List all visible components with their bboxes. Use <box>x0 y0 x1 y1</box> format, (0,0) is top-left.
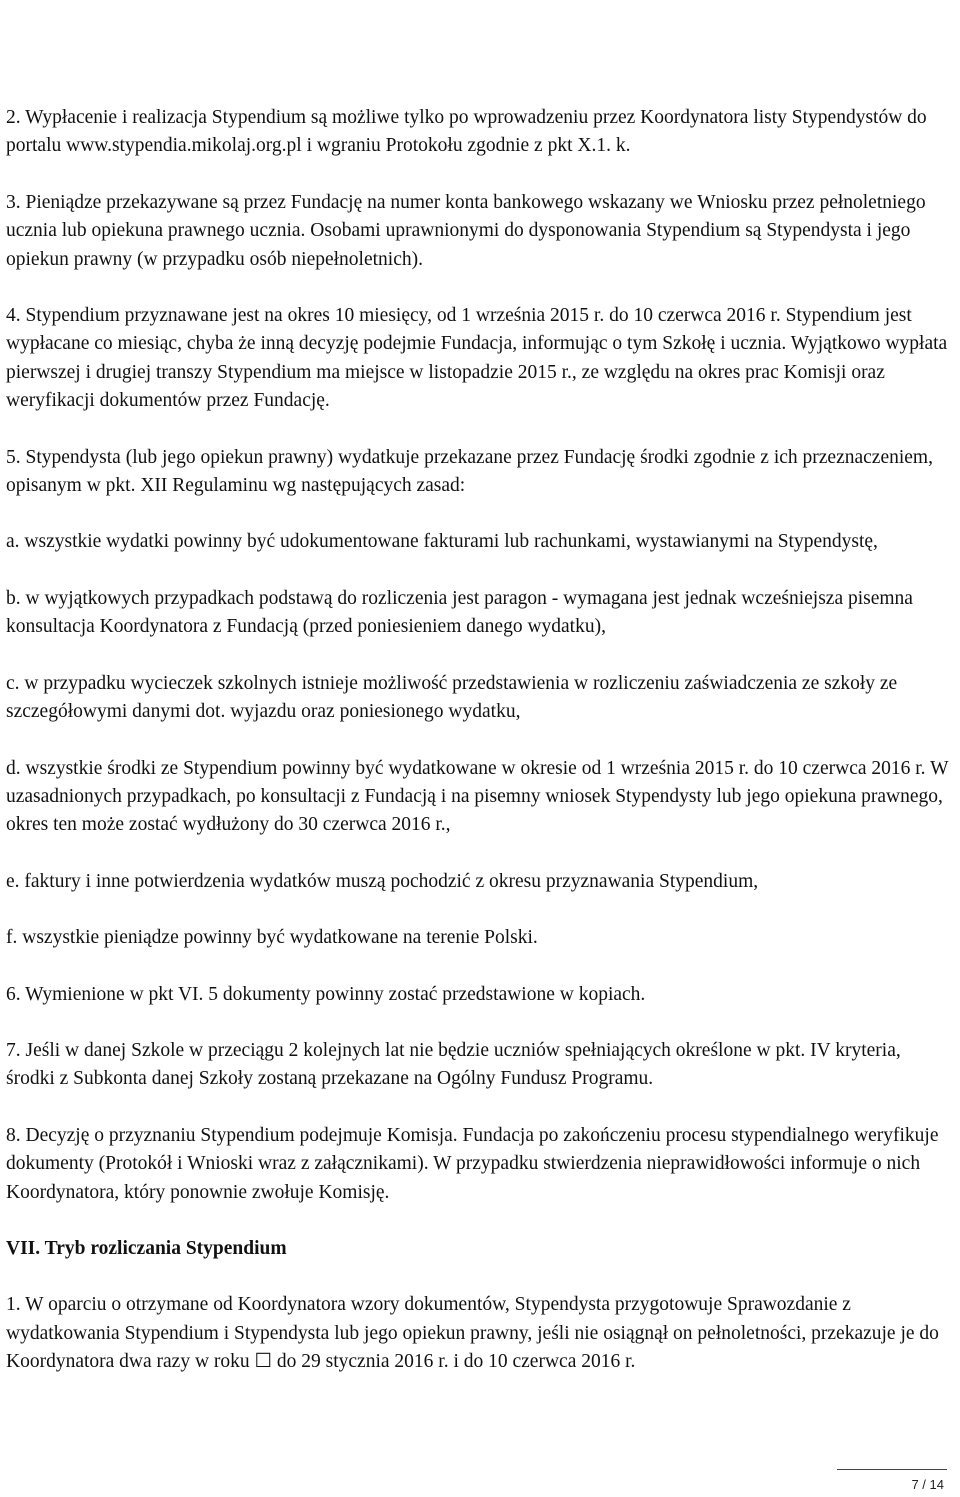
paragraph-5: 5. Stypendysta (lub jego opiekun prawny) wydatkuje przekazane przez Fundację środki zgodnie z ich przeznaczeniem, opisanym w pkt. XII Regulaminu wg następujących zasad: <box>6 446 933 497</box>
paragraph-4: 4. Stypendium przyznawane jest na okres 10 miesięcy, od 1 września 2015 r. do 10 czerwca 2016 r. Stypendium jest wypłacane co miesiąc, chyba że inną decyzję podejmie Fundacja, informując o tym Szkołę i ucznia. Wyjątkowo wypłata pierwszej i drugiej transzy Stypendium ma miejsce w listopadzie 2015 r., ze względu na okres prac Komisji oraz weryfikacji dokumentów przez Fundację. <box>6 305 948 412</box>
paragraph-7: 7. Jeśli w danej Szkole w przeciągu 2 kolejnych lat nie będzie uczniów spełniających określone w pkt. IV kryteria, środki z Subkonta danej Szkoły zostaną przekazane na Ogólny Fundusz Programu. <box>6 1039 901 1090</box>
section-paragraph-1: 1. W oparciu o otrzymane od Koordynatora wzory dokumentów, Stypendysta przygotowuje Sprawozdanie z wydatkowania Stypendium i Stypendysta lub jego opiekun prawny, jeśli nie osiągnął on pełnoletności, przekazuje je do Koordynatora dwa razy w roku ☐ do 29 stycznia 2016 r. i do 10 czerwca 2016 r. <box>6 1294 939 1373</box>
footer-rule <box>837 1469 947 1470</box>
page-number: 7 / 14 <box>911 1477 944 1492</box>
paragraph-3: 3. Pieniądze przekazywane są przez Fundację na numer konta bankowego wskazany we Wniosku przez pełnoletniego ucznia lub opiekuna prawnego ucznia. Osobami uprawnionymi do dysponowania Stypendium są Stypendysta i jego opiekun prawny (w przypadku osób niepełnoletnich). <box>6 191 926 270</box>
document-body <box>6 104 950 1377</box>
paragraph-8: 8. Decyzję o przyznaniu Stypendium podejmuje Komisja. Fundacja po zakończeniu procesu stypendialnego weryfikuje dokumenty (Protokół i Wnioski wraz z załącznikami). W przypadku stwierdzenia nieprawidłowości informuje o nich Koordynatora, który ponownie zwołuje Komisję. <box>6 1124 939 1203</box>
list-item-e: e. faktury i inne potwierdzenia wydatków muszą pochodzić z okresu przyznawania Stypendium, <box>6 870 759 892</box>
paragraph-6: 6. Wymienione w pkt VI. 5 dokumenty powinny zostać przedstawione w kopiach. <box>6 983 646 1005</box>
list-item-c: c. w przypadku wycieczek szkolnych istnieje możliwość przedstawienia w rozliczeniu zaświadczenia ze szkoły ze szczegółowymi danymi dot. wyjazdu oraz poniesionego wydatku, <box>6 672 898 723</box>
section-heading: VII. Tryb rozliczania Stypendium <box>6 1237 287 1259</box>
list-item-d: d. wszystkie środki ze Stypendium powinny być wydatkowane w okresie od 1 września 2015 r. do 10 czerwca 2016 r. W uzasadnionych przypadkach, po konsultacji z Fundacją i na pisemny wniosek Stypendysty lub jego opiekuna prawnego, okres ten może zostać wydłużony do 30 czerwca 2016 r., <box>6 757 949 836</box>
list-item-a: a. wszystkie wydatki powinny być udokumentowane fakturami lub rachunkami, wystawianymi na Stypendystę, <box>6 531 878 553</box>
list-item-f: f. wszystkie pieniądze powinny być wydatkowane na terenie Polski. <box>6 927 538 949</box>
list-item-b: b. w wyjątkowych przypadkach podstawą do rozliczenia jest paragon - wymagana jest jednak wcześniejsza pisemna konsultacja Koordynatora z Fundacją (przed poniesieniem danego wydatku), <box>6 587 913 638</box>
paragraph-2: 2. Wypłacenie i realizacja Stypendium są możliwe tylko po wprowadzeniu przez Koordynatora listy Stypendystów do portalu www.stypendia.mikolaj.org.pl i wgraniu Protokołu zgodnie z pkt X.1. k. <box>6 107 927 157</box>
